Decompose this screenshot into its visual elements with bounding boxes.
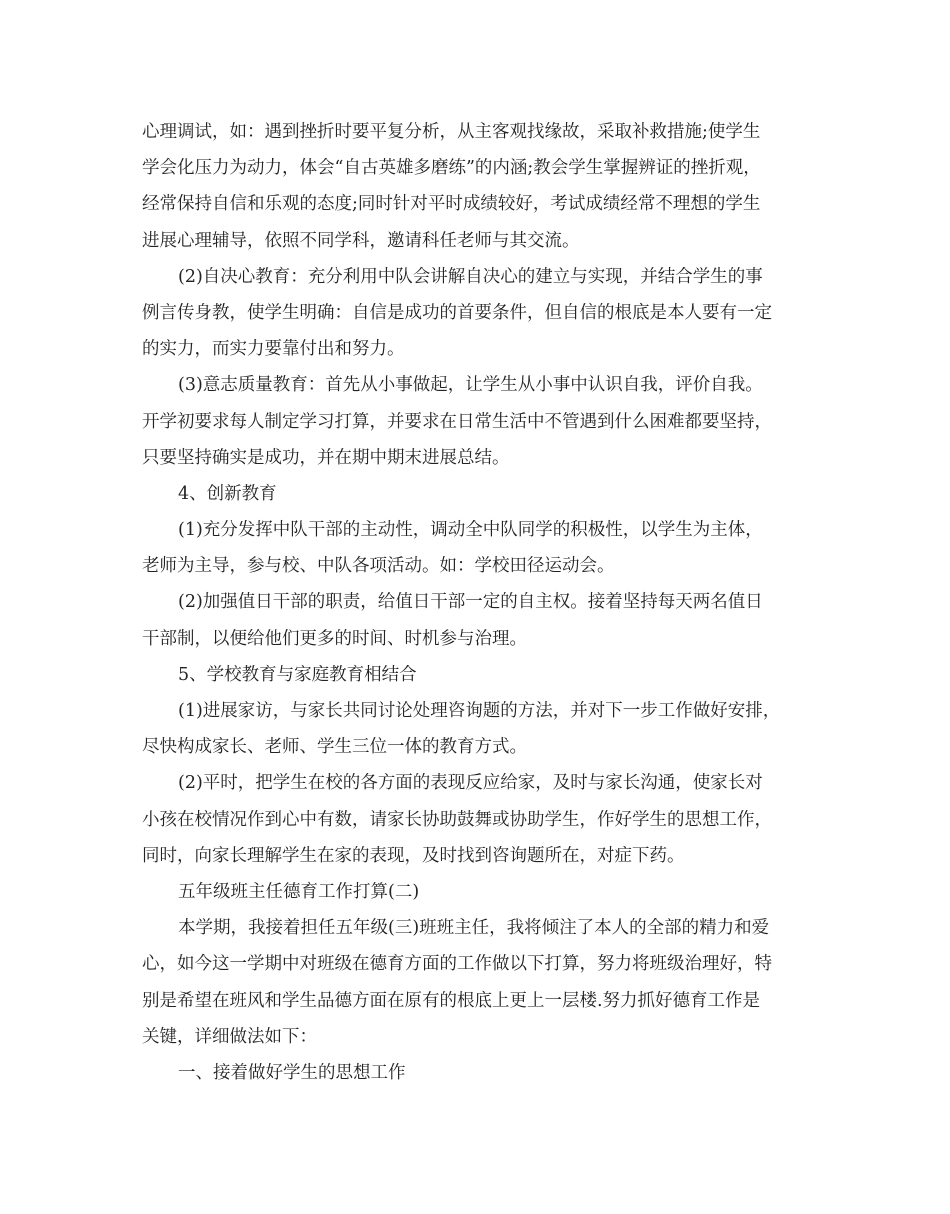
text-line: 开学初要求每人制定学习打算，并要求在日常生活中不管遇到什么困难都要坚持， [142,411,772,432]
document-body [142,114,818,1091]
text-line: 别是希望在班风和学生品德方面在原有的根底上更上一层楼.努力抓好德育工作是 [142,990,761,1011]
text-line: 一、接着做好学生的思想工作 [178,1062,406,1083]
text-line: 进展心理辅导，依照不同学科，邀请科任老师与其交流。 [142,230,580,251]
text-line: 小孩在校情况作到心中有数，请家长协助鼓舞或协助学生，作好学生的思想工作， [142,809,772,830]
text-line: (2)自决心教育：充分利用中队会讲解自决心的建立与实现，并结合学生的事 [178,266,763,287]
text-line: 经常保持自信和乐观的态度;同时针对平时成绩较好，考试成绩经常不理想的学生 [142,194,761,215]
text-line: 老师为主导，参与校、中队各项活动。如：学校田径运动会。 [142,556,615,577]
text-line: 五年级班主任德育工作打算(二) [178,881,420,902]
text-line: (3)意志质量教育：首先从小事做起，让学生从小事中认识自我，评价自我。 [178,375,763,396]
text-line: 干部制，以便给他们更多的时间、时机参与治理。 [142,628,527,649]
text-line: 尽快构成家长、老师、学生三位一体的教育方式。 [142,737,527,758]
text-line: 只要坚持确实是成功，并在期中期末进展总结。 [142,447,510,468]
text-line: (1)进展家访，与家长共同讨论处理咨询题的方法，并对下一步工作做好安排， [178,701,781,721]
text-line: (2)平时，把学生在校的各方面的表现反应给家，及时与家长沟通，使家长对 [178,773,763,794]
text-line: 5、学校教育与家庭教育相结合 [178,664,417,685]
text-line: 的实力，而实力要靠付出和努力。 [142,339,405,360]
text-line: 心，如今这一学期中对班级在德育方面的工作做以下打算，努力将班级治理好，特 [142,954,772,975]
text-line: 本学期，我接着担任五年级(三)班班主任，我将倾注了本人的全部的精力和爱 [178,918,770,939]
text-line: 4、创新教育 [178,483,277,504]
text-line: 心理调试，如：遇到挫折时要平复分析，从主客观找缘故，采取补救措施;使学生 [142,122,761,142]
text-line: (2)加强值日干部的职责，给值日干部一定的自主权。接着坚持每天两名值日 [178,592,763,613]
text-line: (1)充分发挥中队干部的主动性，调动全中队同学的积极性，以学生为主体， [178,520,763,541]
text-line: 关键，详细做法如下： [142,1026,317,1047]
text-line: 同时，向家长理解学生在家的表现，及时找到咨询题所在，对症下药。 [142,845,685,866]
text-line: 学会化压力为动力，体会“自古英雄多磨练”的内涵;教会学生掌握辨证的挫折观， [142,158,761,179]
text-line: 例言传身教，使学生明确：自信是成功的首要条件，但自信的根底是本人要有一定 [142,302,772,323]
